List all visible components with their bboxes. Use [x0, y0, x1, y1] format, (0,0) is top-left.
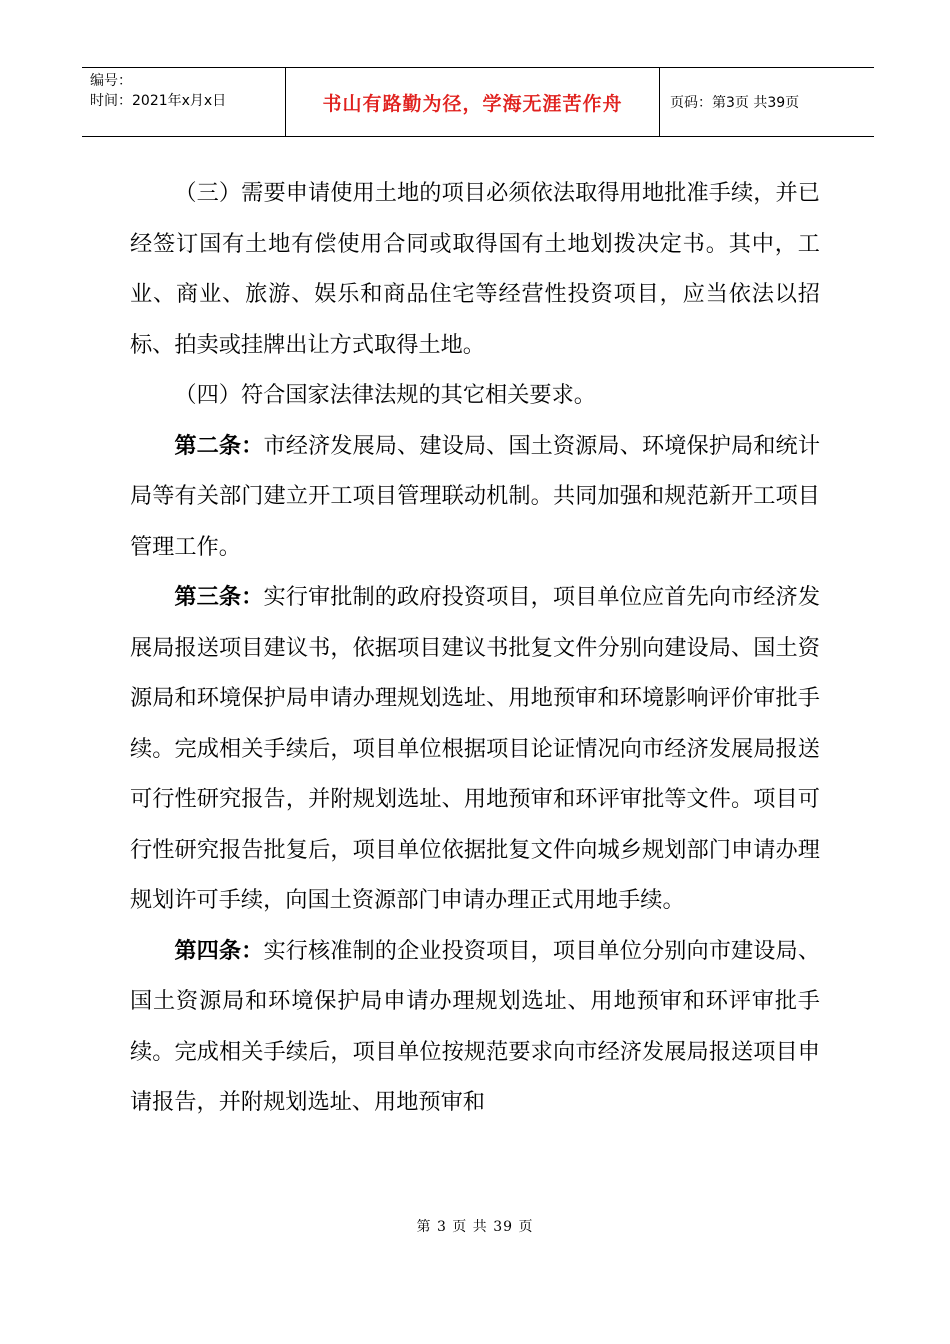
paragraph-text: （三）需要申请使用土地的项目必须依法取得用地批准手续，并已经签订国有土地有偿使用合同或取得国有土地划拨决定书。其中，工业、商业、旅游、娱乐和商品住宅等经营性投资项目，应当依法以招标、拍卖或挂牌出让方式取得土地。: [130, 180, 820, 358]
paragraph: [130, 572, 820, 926]
paragraph-text: （四）符合国家法律法规的其它相关要求。: [174, 382, 596, 408]
paragraph: [130, 168, 820, 370]
document-number-label: 编号：: [90, 73, 132, 89]
paragraph: [130, 370, 820, 421]
page-header: [82, 67, 874, 137]
header-motto: 书山有路勤为径，学海无涯苦作舟: [286, 68, 660, 136]
paragraph: [130, 926, 820, 1128]
article-heading: 第二条：: [174, 432, 264, 459]
paragraph-text: 市经济发展局、建设局、国土资源局、环境保护局和统计局等有关部门建立开工项目管理联动机制。共同加强和规范新开工项目管理工作。: [130, 432, 821, 560]
header-page-info: 页码：第3页 共39页: [670, 95, 800, 111]
document-time-label: 时间：2021年x月x日: [90, 93, 227, 109]
page-footer: 第 3 页 共 39 页: [416, 1219, 534, 1235]
header-meta-cell: [82, 68, 286, 136]
paragraph: [130, 421, 820, 573]
article-heading: 第四条：: [174, 937, 264, 964]
article-heading: 第三条：: [174, 584, 264, 610]
paragraph-text: 实行审批制的政府投资项目，项目单位应首先向市经济发展局报送项目建议书，依据项目建议书批复文件分别向建设局、国土资源局和环境保护局申请办理规划选址、用地预审和环境影响评价审批手续。完成相关手续后，项目单位根据项目论证情况向市经济发展局报送可行性研究报告，并附规划选址、用地预审和环评审批等文件。项目可行性研究报告批复后，项目单位依据批复文件向城乡规划部门申请办理规划许可手续，向国土资源部门申请办理正式用地手续。: [130, 584, 821, 913]
document-body: [130, 168, 820, 1128]
paragraph-text: 实行核准制的企业投资项目，项目单位分别向市建设局、国土资源局和环境保护局申请办理规划选址、用地预审和环评审批手续。完成相关手续后，项目单位按规范要求向市经济发展局报送项目申请报告，并附规划选址、用地预审和: [130, 937, 821, 1115]
